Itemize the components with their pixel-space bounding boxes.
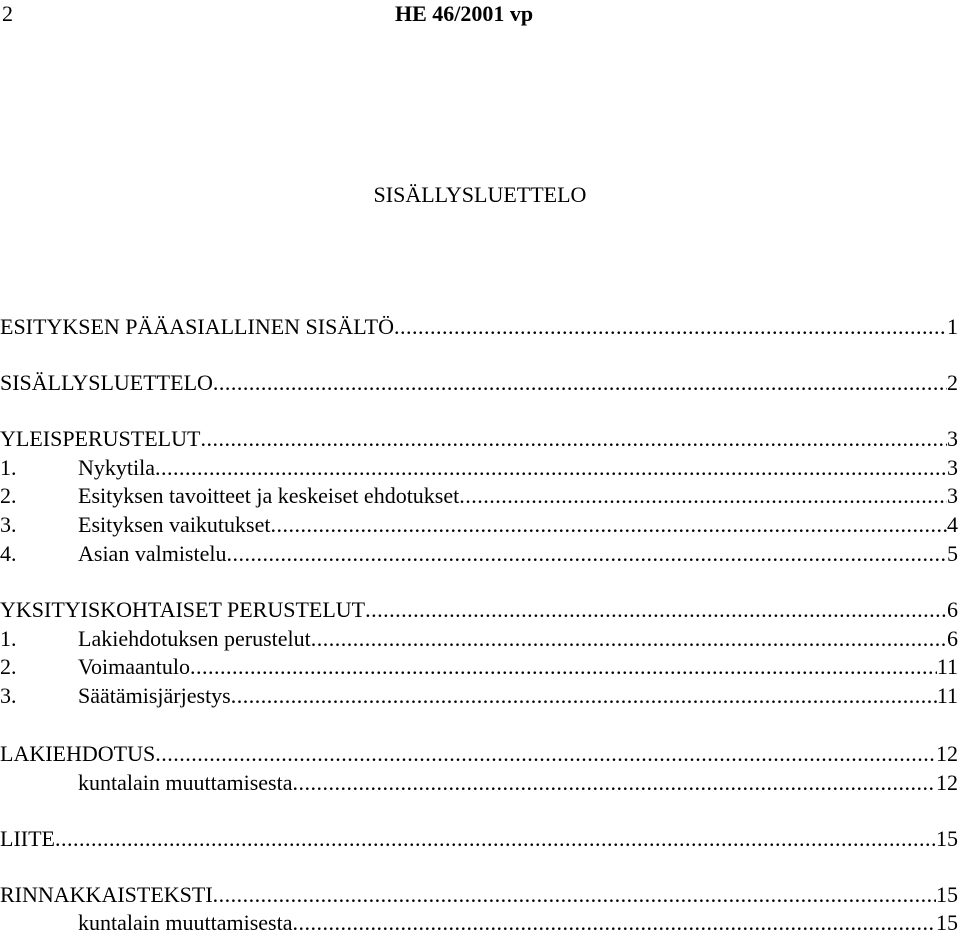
toc-title: SISÄLLYSLUETTELO [373,182,587,207]
toc-entry[interactable] [0,314,958,340]
toc-leader [155,741,936,767]
toc-entry-number: 1. [0,455,17,480]
toc-entry-label: LIITE [0,826,55,851]
toc-entry-page: 6 [947,597,958,622]
toc-leader [292,770,936,796]
toc-entry[interactable] [0,483,958,509]
toc-entry[interactable] [0,910,958,936]
toc-entry[interactable] [0,770,958,796]
toc-leader [459,483,947,509]
toc-entry-number: 3. [0,512,17,537]
toc-leader [365,597,947,623]
toc-entry-page: 5 [947,541,958,566]
toc-entry-number: 1. [0,626,17,651]
toc-entry-page: 12 [936,741,958,766]
toc-entry-label: Asian valmistelu [78,541,227,566]
toc-entry-label: Esityksen tavoitteet ja keskeiset ehdotukset [78,483,460,508]
toc-entry-label: kuntalain muuttamisesta [78,770,293,795]
toc-entry-label: SISÄLLYSLUETTELO [0,370,213,395]
toc-entry-page: 3 [947,455,958,480]
toc-leader [213,882,936,908]
toc-entry-page: 1 [947,314,958,339]
toc-entry-page: 12 [936,770,958,795]
toc-leader [292,910,936,936]
toc-entry-page: 4 [947,512,958,537]
toc-entry-page: 15 [936,910,958,935]
toc-entry[interactable] [0,626,958,652]
toc-entry-label: Nykytila [78,455,155,480]
toc-leader [190,654,937,680]
toc-entry-number: 3. [0,683,17,708]
toc-entry-label: Voimaantulo [78,654,191,679]
toc-entry-number: 2. [0,483,17,508]
toc-entry[interactable] [0,597,958,623]
toc-entry-label: RINNAKKAISTEKSTI [0,882,213,907]
toc-entry[interactable] [0,741,958,767]
toc-entry-page: 11 [936,683,958,708]
document-id: HE 46/2001 vp [395,1,534,26]
toc-entry-page: 6 [947,626,958,651]
toc-entry-label: Esityksen vaikutukset [78,512,271,537]
toc-entry-number: 2. [0,654,17,679]
toc-leader [270,512,947,538]
toc-entry-page: 3 [947,483,958,508]
toc-leader [231,683,937,709]
toc-leader [394,314,947,340]
toc-entry[interactable] [0,882,958,908]
toc-leader [226,541,947,567]
toc-entry-label: LAKIEHDOTUS [0,741,156,766]
toc-entry[interactable] [0,455,958,481]
page-number: 2 [2,1,13,26]
toc-entry-label: YLEISPERUSTELUT [0,426,201,451]
toc-entry-page: 15 [936,826,958,851]
toc-entry-label: YKSITYISKOHTAISET PERUSTELUT [0,597,366,622]
toc-entry[interactable] [0,654,958,680]
toc-entry-page: 2 [947,370,958,395]
toc-entry-page: 15 [936,882,958,907]
toc-leader [213,370,947,396]
toc-entry[interactable] [0,370,958,396]
toc-entry-label: ESITYKSEN PÄÄASIALLINEN SISÄLTÖ [0,314,394,339]
toc-leader [55,826,936,852]
toc-entry[interactable] [0,826,958,852]
toc-entry[interactable] [0,541,958,567]
toc-leader [155,455,947,481]
toc-entry-page: 3 [947,426,958,451]
toc-entry-label: kuntalain muuttamisesta [78,910,293,935]
toc-leader [200,426,947,452]
toc-entry-page: 11 [936,654,958,679]
toc-entry[interactable] [0,683,958,709]
toc-entry[interactable] [0,512,958,538]
toc-entry[interactable] [0,426,958,452]
toc-entry-label: Lakiehdotuksen perustelut [78,626,311,651]
toc-entry-number: 4. [0,541,17,566]
toc-leader [311,626,947,652]
toc-entry-label: Säätämisjärjestys [78,683,231,708]
